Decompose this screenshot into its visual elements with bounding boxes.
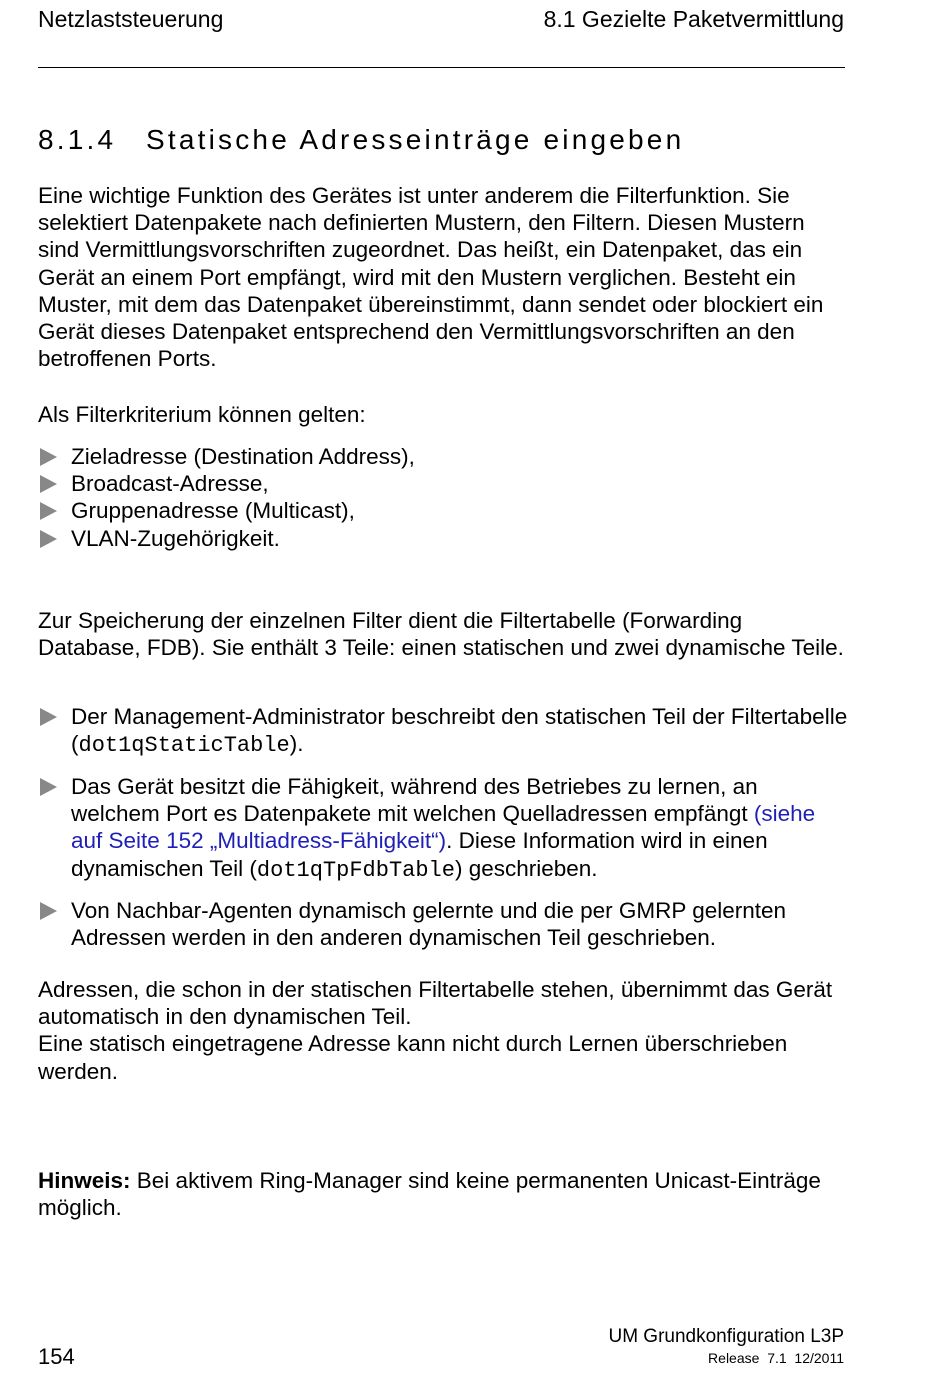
running-header-chapter: Netzlaststeuerung (38, 6, 224, 32)
code-fdb-table: dot1qTpFdbTable (256, 857, 455, 883)
triangle-bullet-icon (40, 902, 57, 920)
list-item: VLAN-Zugehörigkeit. (38, 525, 850, 552)
note-text: Bei aktivem Ring-Manager sind keine permanenten Unicast-Einträge möglich. (38, 1168, 821, 1221)
header-divider (38, 67, 845, 68)
footer-release: Release 7.1 12/2011 (708, 1350, 844, 1366)
footer-manual-title: UM Grundkonfiguration L3P (608, 1326, 844, 1347)
note-label: Hinweis: (38, 1168, 131, 1193)
triangle-bullet-icon (40, 502, 57, 520)
fdb-paragraph: Zur Speicherung der einzelnen Filter dient die Filtertabelle (Forwarding Database, FDB). Sie enthält 3 Teile: einen statischen und zwei dynamische Teile. (38, 608, 844, 661)
cross-reference-link[interactable]: (siehe auf Seite 152 „Multiadress-Fähigkeit“) (71, 801, 816, 854)
list-item: Der Management-Administrator beschreibt den statischen Teil der Filtertabelle (dot1qStaticTable). (38, 703, 850, 759)
list-item: Von Nachbar-Agenten dynamisch gelernte und die per GMRP gelernten Adressen werden in den anderen dynamischen Teil geschrieben. (38, 897, 850, 951)
note-paragraph (38, 1167, 850, 1221)
criteria-list (38, 443, 850, 552)
section-title: Statische Adresseinträge eingeben (146, 124, 685, 155)
triangle-bullet-icon (40, 708, 57, 726)
list-item: Zieladresse (Destination Address), (38, 443, 850, 470)
list-item: Das Gerät besitzt die Fähigkeit, während des Betriebes zu lernen, an welchem Port es Datenpakete mit welchen Quelladressen empfängt (siehe auf Seite 152 „Multiadress-Fähigkeit“). Diese Information wird in einen dynamischen Teil (dot1qTpFdbTable) geschrieben. (38, 773, 850, 884)
running-header-section: 8.1 Gezielte Paketvermittlung (543, 6, 844, 32)
intro-paragraph: Eine wichtige Funktion des Gerätes ist unter anderem die Filterfunktion. Sie selektiert Datenpakete nach definierten Mustern, den Filtern. Diesen Mustern sind Vermittlungsvorschriften zugeordnet. Das heißt, ein Datenpaket, das ein Gerät an einem Port empfängt, wird mit den Mustern verglichen. Besteht ein Muster, mit dem das Datenpaket übereinstimmt, dann sendet oder blockiert ein Gerät dieses Datenpaket entsprechend den Vermittlungsvorschriften an den betroffenen Ports. (38, 183, 824, 372)
section-heading (38, 124, 684, 156)
page-number: 154 (38, 1344, 75, 1369)
list-item: Gruppenadresse (Multicast), (38, 497, 850, 524)
criteria-intro: Als Filterkriterium können gelten: (38, 402, 366, 427)
closing-paragraph: Adressen, die schon in der statischen Filtertabelle stehen, übernimmt das Gerät automatisch in den dynamischen Teil. Eine statisch eingetragene Adresse kann nicht durch Lernen überschrieben werden. (38, 977, 833, 1084)
triangle-bullet-icon (40, 475, 57, 493)
triangle-bullet-icon (40, 448, 57, 466)
list-item: Broadcast-Adresse, (38, 470, 850, 497)
fdb-list (38, 703, 850, 965)
code-static-table: dot1qStaticTable (78, 733, 290, 759)
section-number: 8.1.4 (38, 124, 117, 155)
triangle-bullet-icon (40, 778, 57, 796)
triangle-bullet-icon (40, 530, 57, 548)
